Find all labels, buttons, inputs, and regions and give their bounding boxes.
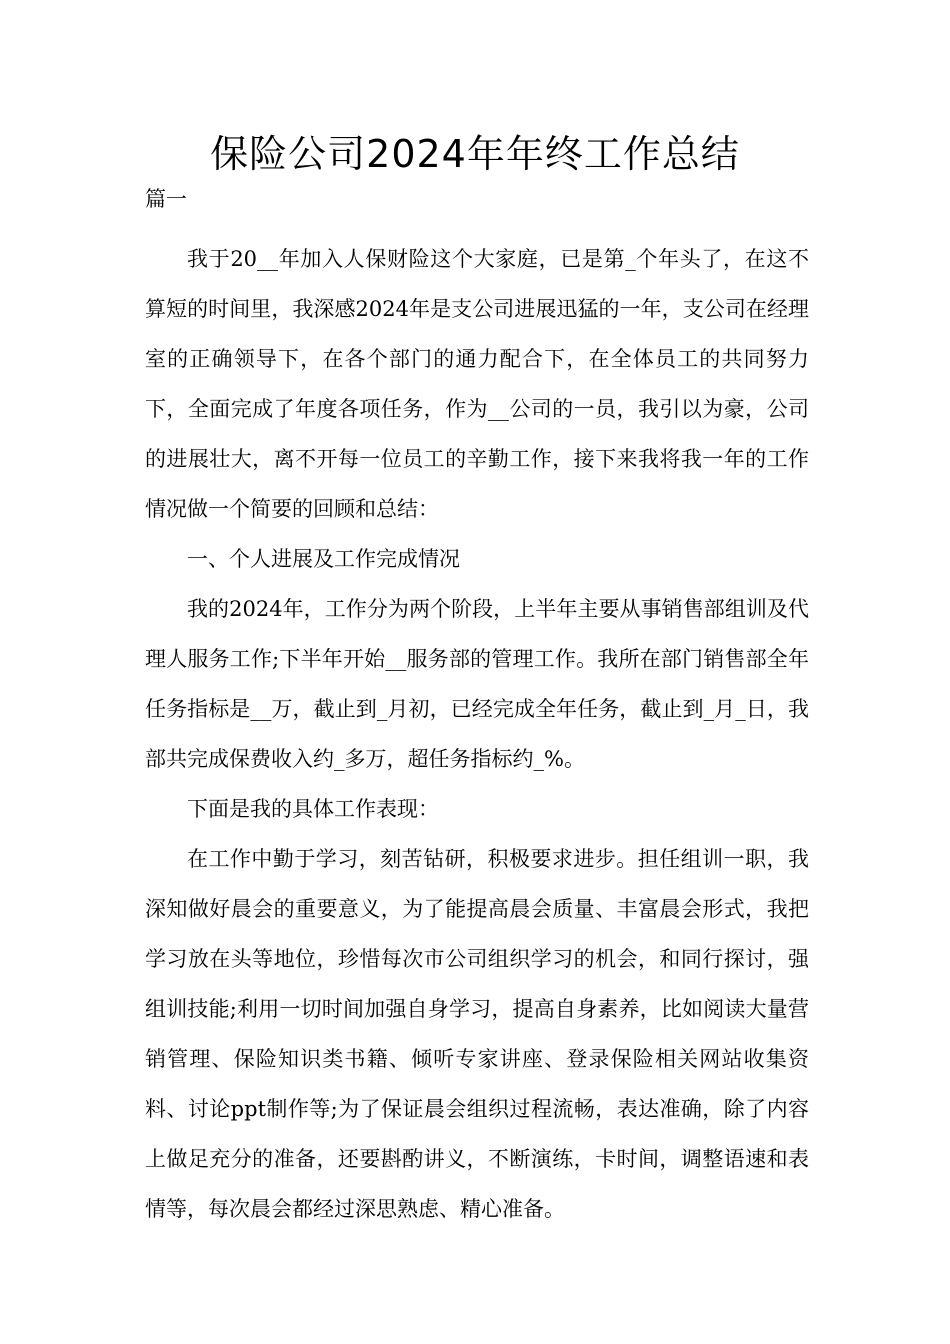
- paragraph-heading-1: 一、个人进展及工作完成情况: [187, 547, 460, 571]
- paragraph-intro: 我于20__年加入人保财险这个大家庭，已是第_个年头了，在这不算短的时间里，我深感2024年是支公司进展迅猛的一年，支公司在经理室的正确领导下，在各个部门的通力配合下，在全体员工的共同努力下，全面完成了年度各项任务，作为__公司的一员，我引以为豪，公司的进展壮大，离不开每一位员工的辛勤工作，接下来我将我一年的工作情况做一个简要的回顾和总结：: [145, 247, 809, 521]
- document-title: 保险公司2024年年终工作总结: [210, 132, 740, 176]
- section-label: 篇一: [145, 187, 187, 211]
- paragraph-subheading: 下面是我的具体工作表现：: [187, 797, 439, 821]
- paragraph-progress: 我的2024年，工作分为两个阶段，上半年主要从事销售部组训及代理人服务工作;下半年开始__服务部的管理工作。我所在部门销售部全年任务指标是__万，截止到_月初，已经完成全年任务，截止到_月_日，我部共完成保费收入约_多万，超任务指标约_%。: [145, 597, 809, 771]
- document-body: [145, 234, 809, 1234]
- paragraph-work-detail: 在工作中勤于学习，刻苦钻研，积极要求进步。担任组训一职，我深知做好晨会的重要意义，为了能提高晨会质量、丰富晨会形式，我把学习放在头等地位，珍惜每次市公司组织学习的机会，和同行探讨，强组训技能;利用一切时间加强自身学习，提高自身素养，比如阅读大量营销管理、保险知识类书籍、倾听专家讲座、登录保险相关网站收集资料、讨论ppt制作等;为了保证晨会组织过程流畅，表达准确，除了内容上做足充分的准备，还要斟酌讲义，不断演练，卡时间，调整语速和表情等，每次晨会都经过深思熟虑、精心准备。: [145, 847, 809, 1221]
